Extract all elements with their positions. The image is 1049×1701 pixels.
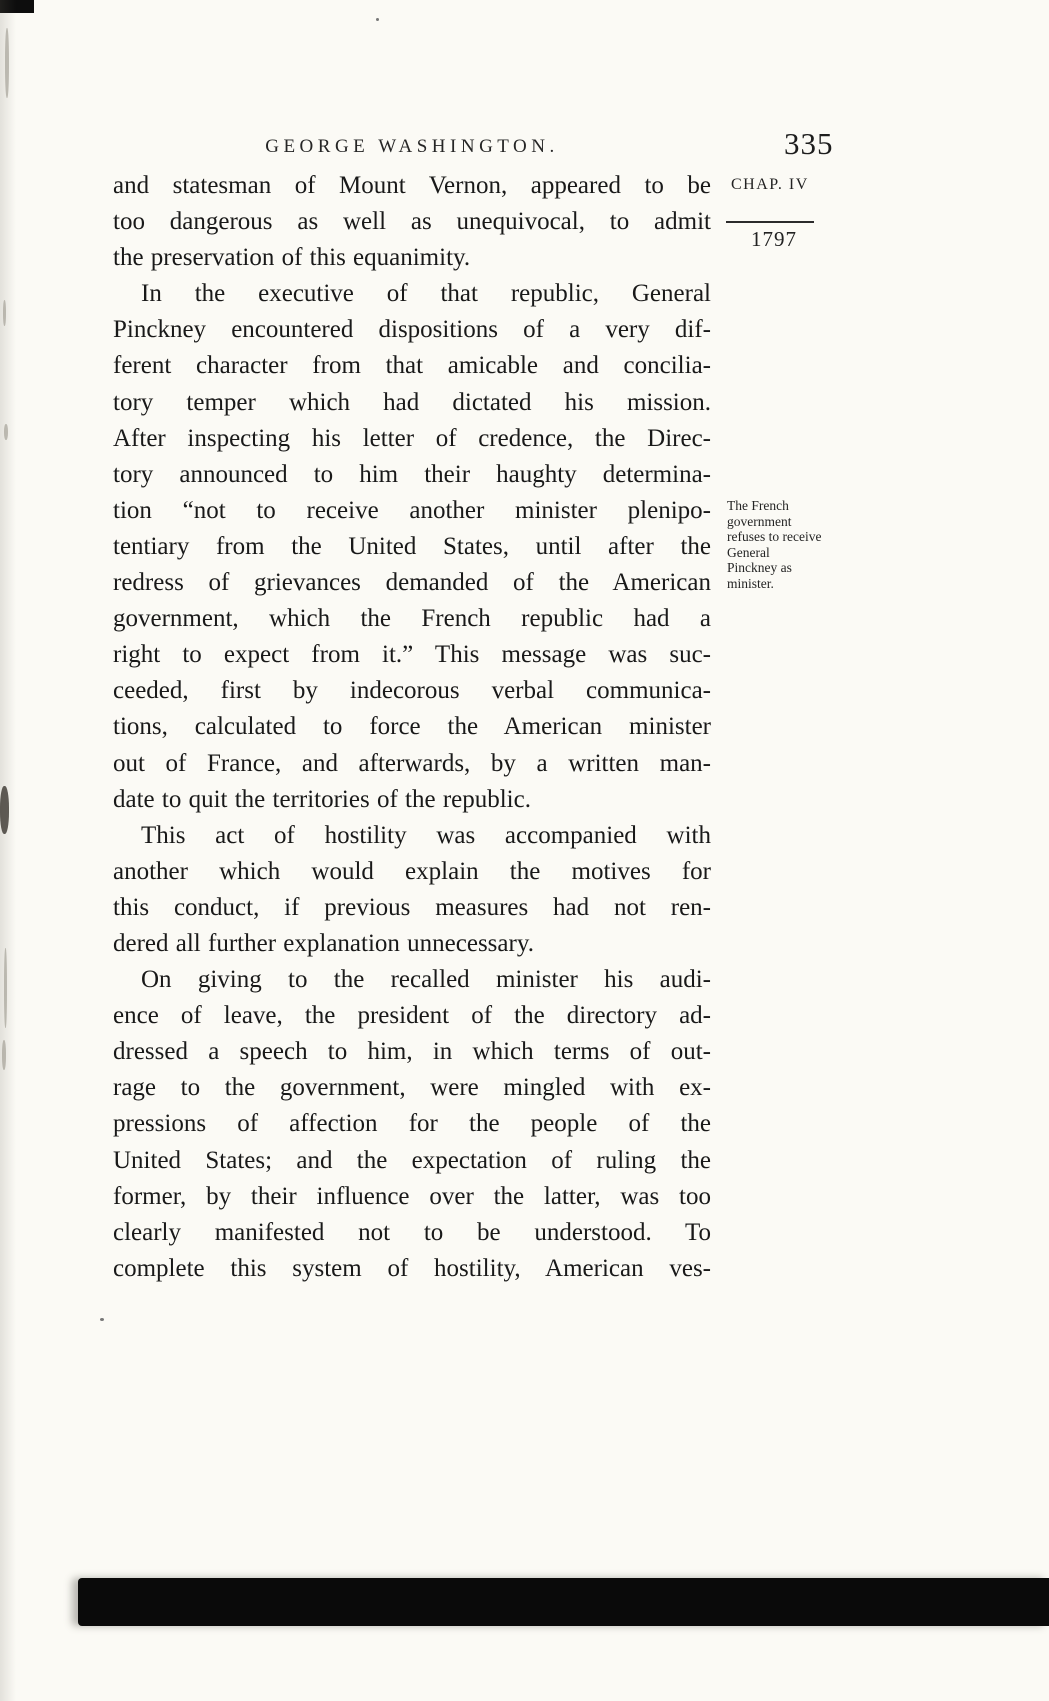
text-line: out of France, and afterwards, by a written man-	[113, 749, 711, 777]
running-header-title: GEORGE WASHINGTON.	[265, 136, 559, 157]
paragraph	[113, 168, 711, 276]
scan-artifact	[3, 300, 6, 326]
scan-artifact	[2, 1040, 6, 1070]
scan-artifact-bottom-bar	[78, 1578, 1049, 1626]
text-line: This act of hostility was accompanied with	[141, 821, 711, 849]
text-line: rage to the government, were mingled with ex-	[113, 1074, 711, 1102]
text-line: the preservation of this equanimity.	[113, 244, 471, 272]
text-line: ceeded, first by indecorous verbal communica-	[113, 677, 711, 705]
sidenote: The French government refuses to receive General Pinckney as minister.	[727, 498, 822, 591]
body-text	[113, 168, 711, 1287]
scan-gutter-shade	[0, 0, 16, 1701]
text-line: this conduct, if previous measures had not ren-	[113, 893, 711, 921]
text-line: After inspecting his letter of credence, the Direc-	[113, 424, 711, 452]
scan-artifact-dot	[100, 1318, 104, 1321]
text-line: clearly manifested not to be understood. To	[113, 1218, 711, 1246]
year-rule	[726, 221, 814, 223]
text-line: Pinckney encountered dispositions of a very dif-	[113, 316, 711, 344]
text-line: too dangerous as well as unequivocal, to admit	[113, 208, 711, 236]
text-line: dered all further explanation unnecessary.	[113, 929, 534, 957]
paragraph	[113, 818, 711, 962]
scan-artifact	[0, 786, 9, 834]
text-line: and statesman of Mount Vernon, appeared to be	[113, 172, 711, 199]
text-line: In the executive of that republic, General	[141, 280, 711, 308]
scan-artifact-dot	[376, 18, 379, 21]
text-line: tory temper which had dictated his mission.	[113, 388, 711, 416]
text-line: pressions of affection for the people of the	[113, 1110, 711, 1138]
text-line: On giving to the recalled minister his audi-	[141, 966, 711, 994]
text-line: dressed a speech to him, in which terms of out-	[113, 1038, 711, 1066]
scan-artifact	[4, 424, 8, 440]
page-number: 335	[784, 126, 834, 161]
text-line: tory announced to him their haughty determina-	[113, 460, 711, 488]
text-line: redress of grievances demanded of the American	[113, 569, 711, 597]
paragraph	[113, 276, 711, 817]
text-line: tion “not to receive another minister plenipo-	[113, 496, 711, 524]
text-line: government, which the French republic had a	[113, 605, 711, 633]
scan-artifact	[4, 948, 7, 1028]
text-line: tions, calculated to force the American minister	[113, 713, 711, 741]
chapter-label: CHAP. IV	[731, 176, 809, 193]
text-line: former, by their influence over the latter, was too	[113, 1182, 711, 1210]
running-header	[113, 136, 711, 158]
text-line: United States; and the expectation of ruling the	[113, 1146, 711, 1174]
text-line: complete this system of hostility, American ves-	[113, 1254, 711, 1282]
text-line: tentiary from the United States, until after the	[113, 532, 711, 560]
scan-artifact	[5, 28, 9, 98]
text-line: right to expect from it.” This message was suc-	[113, 641, 711, 669]
text-line: ferent character from that amicable and concilia-	[113, 352, 711, 380]
year-label: 1797	[751, 227, 797, 251]
text-line: another which would explain the motives for	[113, 857, 711, 885]
paragraph	[113, 962, 711, 1287]
text-line: ence of leave, the president of the directory ad-	[113, 1002, 711, 1030]
text-line: date to quit the territories of the republic.	[113, 785, 531, 813]
